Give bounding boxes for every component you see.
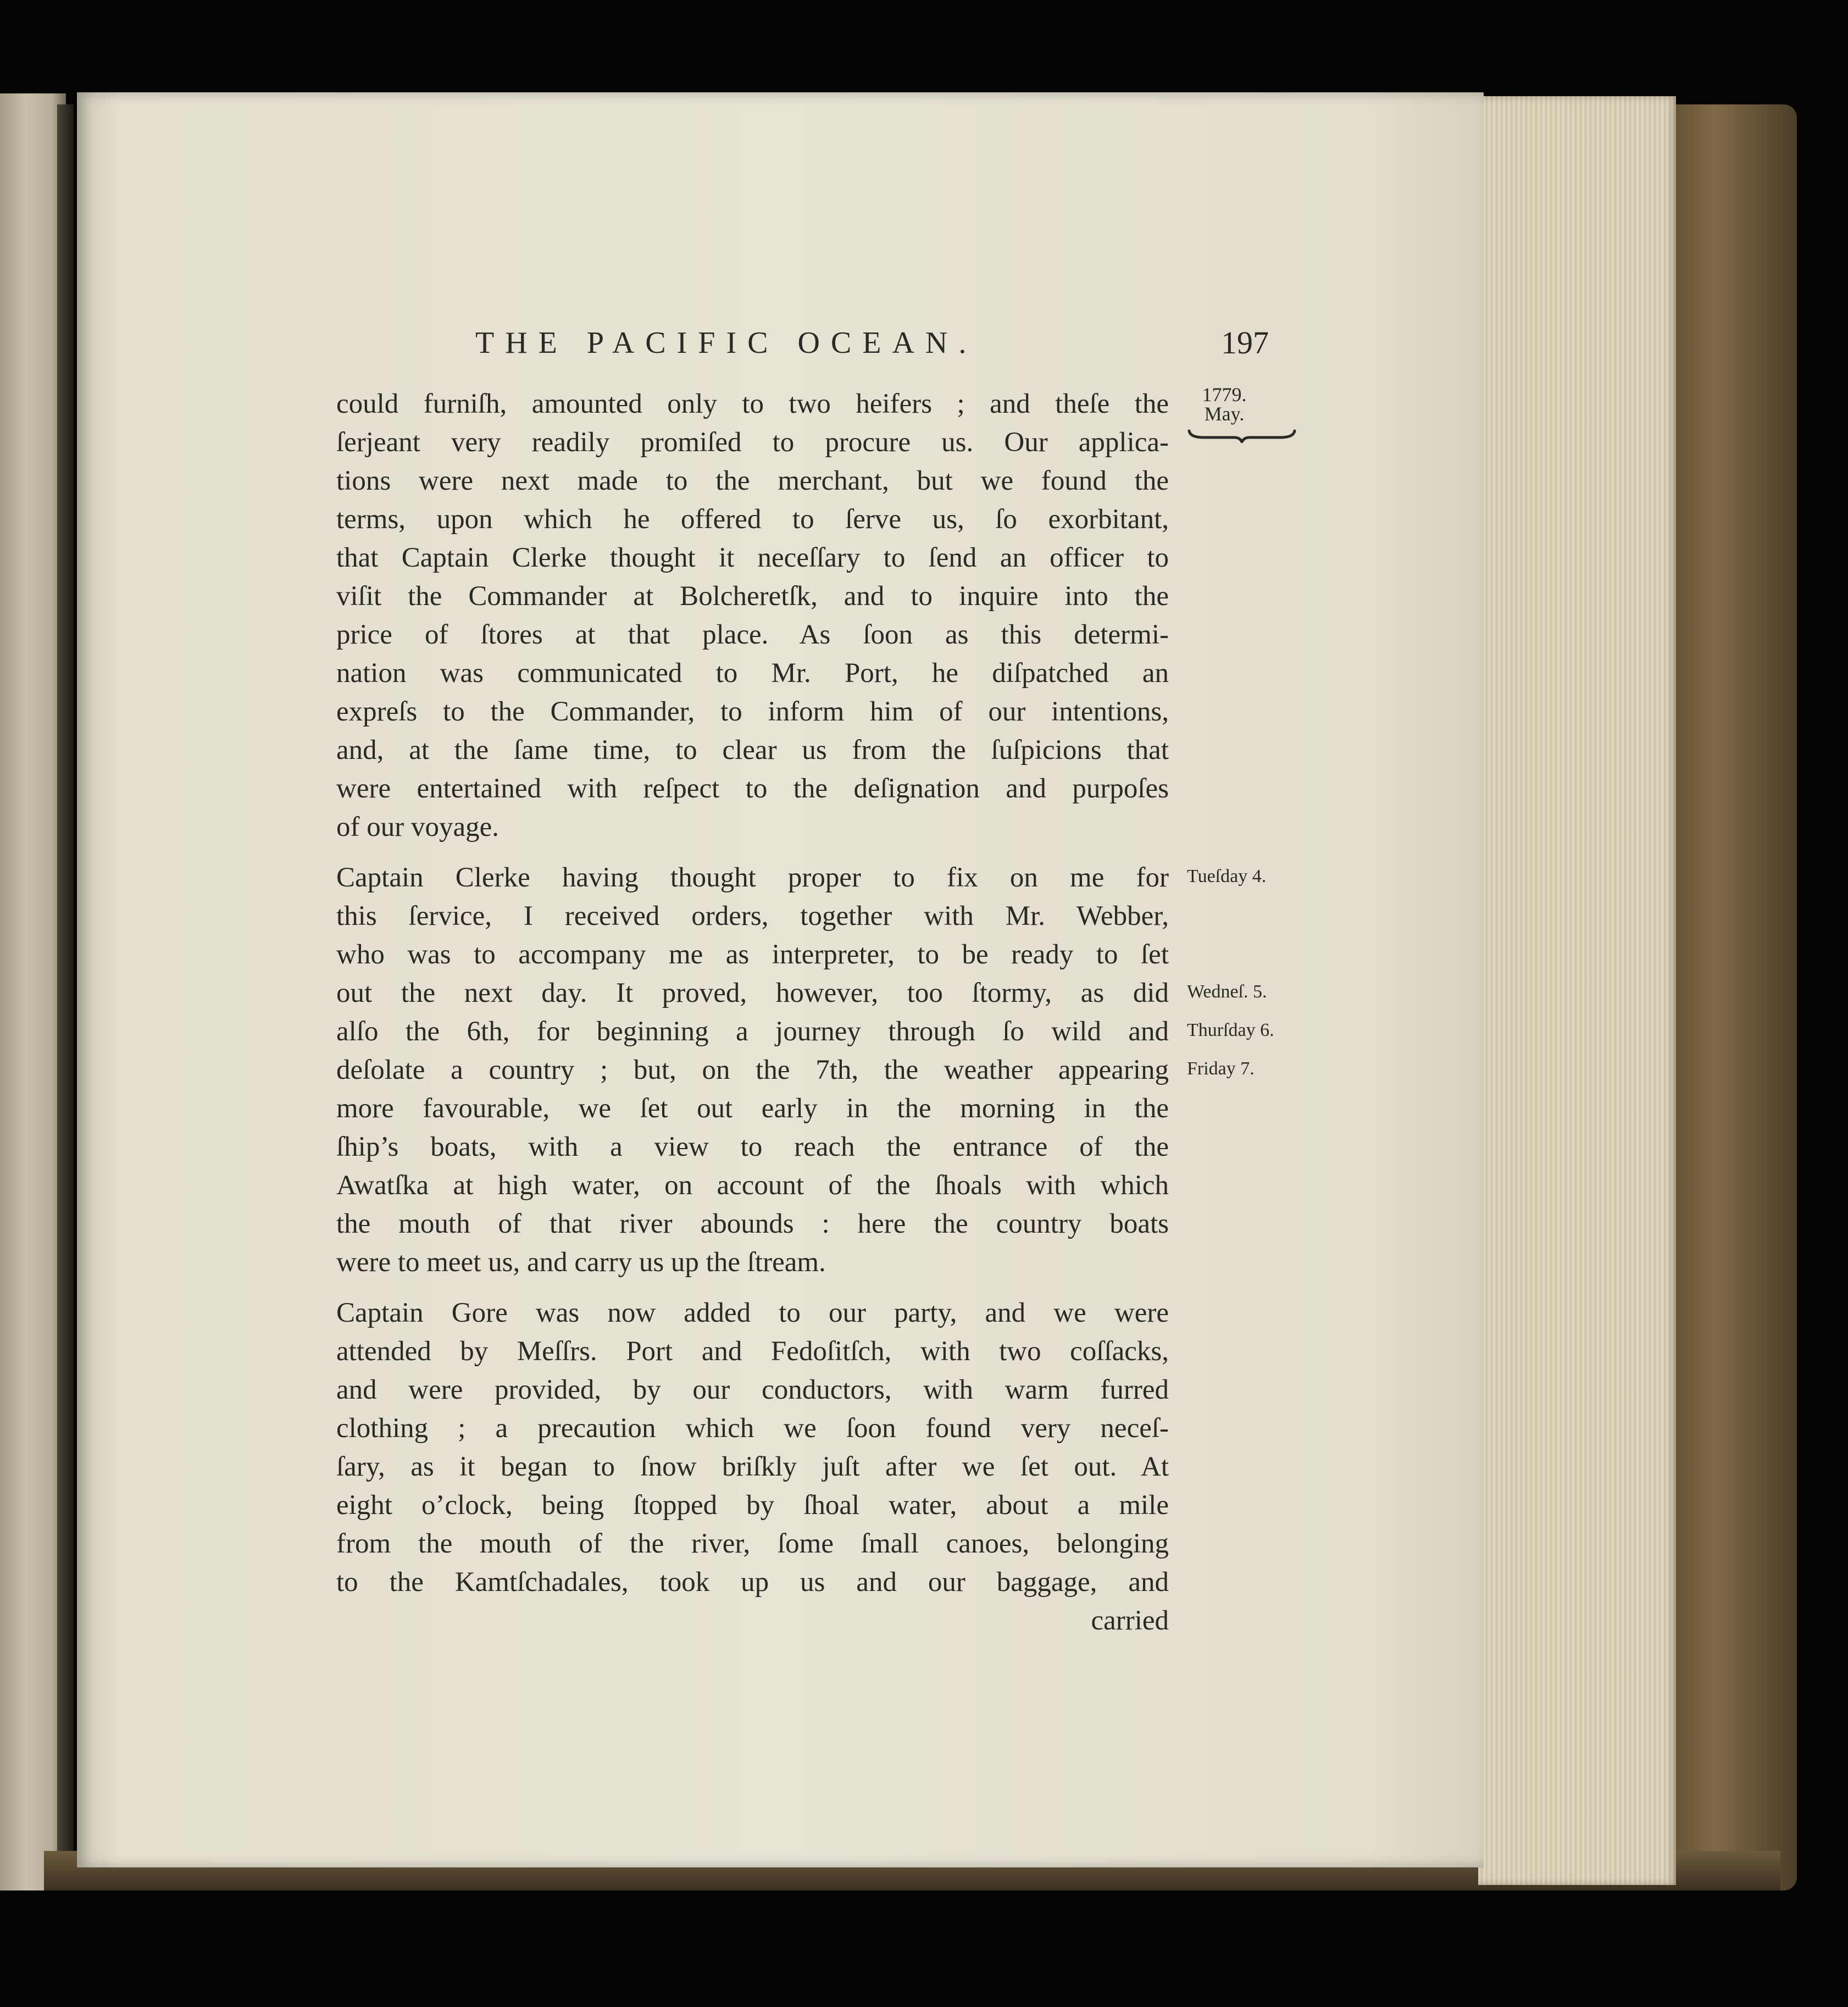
margin-note: Wedneſ. 5. [1187, 982, 1267, 1002]
paragraph-gap [336, 846, 1169, 858]
margin-month: May. [1204, 403, 1245, 425]
text-line: alſo the 6th, for beginning a journey through ſo wild and [336, 1016, 1169, 1047]
text-line: were entertained with reſpect to the deſignation and purpoſes [336, 773, 1169, 804]
text-line: and, at the ſame time, to clear us from the ſuſpicions that [336, 735, 1169, 766]
text-line: nation was communicated to Mr. Port, he diſpatched an [336, 658, 1169, 689]
text-line: were to meet us, and carry us up the ſtream. [336, 1247, 826, 1278]
text-line: eight o’clock, being ſtopped by ſhoal water, about a mile [336, 1490, 1169, 1521]
text-line: attended by Meſſrs. Port and Fedoſitſch, with two coſſacks, [336, 1336, 1169, 1367]
text-line: this ſervice, I received orders, together with Mr. Webber, [336, 901, 1169, 932]
text-line: Captain Gore was now added to our party, and we were [336, 1298, 1169, 1328]
body-text [336, 385, 1169, 1640]
text-line: could furniſh, amounted only to two heifers ; and theſe the [336, 389, 1169, 419]
book-cover [1660, 104, 1797, 1890]
text-line: who was to accompany me as interpreter, to be ready to ſet [336, 939, 1169, 970]
text-line: to the Kamtſchadales, took up us and our baggage, and [336, 1567, 1169, 1598]
page-number: 197 [1221, 325, 1269, 361]
brace-mark [1187, 429, 1297, 443]
text-line: expreſs to the Commander, to inform him of our intentions, [336, 696, 1169, 727]
text-line: deſolate a country ; but, on the 7th, the weather appearing [336, 1055, 1169, 1085]
paragraph-gap [336, 1282, 1169, 1294]
text-line: of our voyage. [336, 812, 499, 842]
margin-year: 1779. [1202, 384, 1247, 406]
running-head: THE PACIFIC OCEAN. [475, 326, 978, 360]
margin-note: Tueſday 4. [1187, 866, 1267, 886]
text-line: clothing ; a precaution which we ſoon found very neceſ- [336, 1413, 1169, 1444]
text-line: price of ſtores at that place. As ſoon as this determi- [336, 619, 1169, 650]
gutter-shadow [57, 104, 74, 1885]
text-line: Awatſka at high water, on account of the ſhoals with which [336, 1170, 1169, 1201]
text-line: that Captain Clerke thought it neceſſary to ſend an officer to [336, 542, 1169, 573]
text-line: viſit the Commander at Bolcheretſk, and to inquire into the [336, 581, 1169, 612]
text-line: out the next day. It proved, however, too ſtormy, as did [336, 978, 1169, 1008]
text-line: ſhip’s boats, with a view to reach the entrance of the [336, 1132, 1169, 1162]
text-line: the mouth of that river abounds : here the country boats [336, 1208, 1169, 1239]
text-line: more favourable, we ſet out early in the morning in the [336, 1093, 1169, 1124]
text-line: Captain Clerke having thought proper to fix on me for [336, 862, 1169, 893]
text-line: ſary, as it began to ſnow briſkly juſt after we ſet out. At [336, 1451, 1169, 1482]
text-line: from the mouth of the river, ſome ſmall canoes, belonging [336, 1528, 1169, 1559]
text-line: tions were next made to the merchant, but we found the [336, 465, 1169, 496]
text-line: ſerjeant very readily promiſed to procure us. Our applica- [336, 427, 1169, 458]
text-line: and were provided, by our conductors, with warm furred [336, 1374, 1169, 1405]
margin-date [1191, 385, 1257, 423]
left-page-edge [0, 93, 66, 1890]
text-line: terms, upon which he offered to ſerve us, ſo exorbitant, [336, 504, 1169, 535]
margin-note: Friday 7. [1187, 1058, 1255, 1079]
page-block-edge [1478, 96, 1676, 1885]
catchword: carried [1091, 1605, 1169, 1636]
margin-note: Thurſday 6. [1187, 1020, 1274, 1040]
